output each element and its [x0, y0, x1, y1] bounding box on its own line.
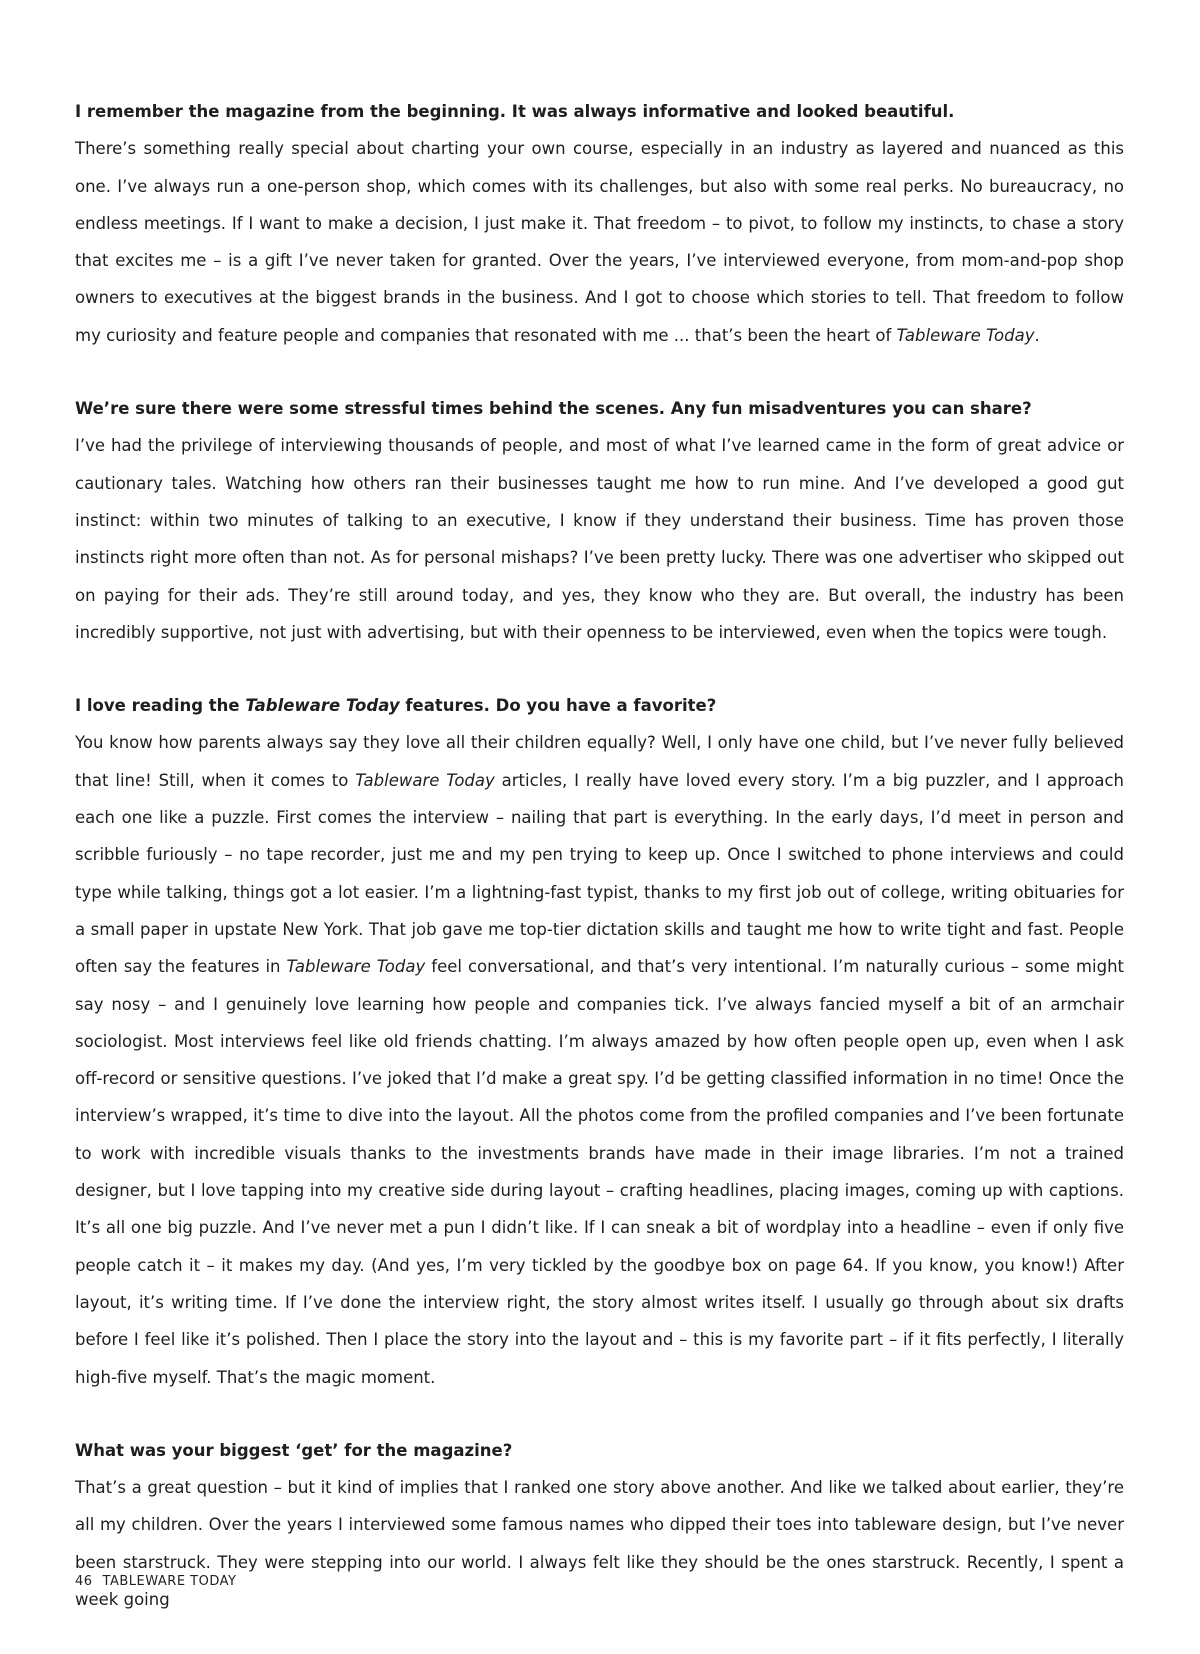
- question-2: We’re sure there were some stressful times behind the scenes. Any fun misadventures you can share?: [75, 399, 1032, 419]
- answer-3-part-1: You know how parents always say they love all their children equally? Well, I only have one child, but I’ve never fully believed that line! Still, when it comes to: [75, 733, 1124, 790]
- answer-3-part-2: articles, I really have loved every story. I’m a big puzzler, and I approach each one like a puzzle. First comes the interview – nailing that part is everything. In the early days, I’d meet in person and scribble furiously – no tape recorder, just me and my pen trying to keep up. Once I switched to phone interviews and could type while talking, things got a lot easier. I’m a lightning-fast typist, thanks to my first job out of college, writing obituaries for a small paper in upstate New York. That job gave me top-tier dictation skills and taught me how to write tight and fast. People often say the features in: [75, 770, 1124, 977]
- question-3-title: Tableware Today: [245, 696, 400, 716]
- publication-name: TABLEWARE TODAY: [102, 1574, 237, 1589]
- article-body: [75, 93, 1124, 1654]
- qa-block-4: [75, 1432, 1124, 1618]
- question-3: [75, 687, 1124, 724]
- answer-1: [75, 130, 1124, 354]
- answer-2: I’ve had the privilege of interviewing thousands of people, and most of what I’ve learned came in the form of great advice or cautionary tales. Watching how others ran their businesses taught me how to run mine. And I’ve developed a good gut instinct: within two minutes of talking to an executive, I know if they understand their business. Time has proven those instincts right more often than not. As for personal mishaps? I’ve been pretty lucky. There was one advertiser who skipped out on paying for their ads. They’re still around today, and yes, they know who they are. But overall, the industry has been incredibly supportive, not just with advertising, but with their openness to be interviewed, even when the topics were tough.: [75, 436, 1124, 642]
- qa-block-1: [75, 93, 1124, 354]
- answer-1-text: There’s something really special about charting your own course, especially in an industry as layered and nuanced as this one. I’ve always run a one-person shop, which comes with its challenges, but also with some real perks. No bureaucracy, no endless meetings. If I want to make a decision, I just make it. That freedom – to pivot, to follow my instincts, to chase a story that excites me – is a gift I’ve never taken for granted. Over the years, I’ve interviewed everyone, from mom-and-pop shop owners to executives at the biggest brands in the business. And I got to choose which stories to tell. That freedom to follow my curiosity and feature people and companies that resonated with me ... that’s been the heart of: [75, 139, 1124, 345]
- qa-block-2: [75, 390, 1124, 651]
- question-3-end: features. Do you have a favorite?: [399, 696, 717, 716]
- question-4: What was your biggest ‘get’ for the magazine?: [75, 1440, 513, 1460]
- answer-3-part-3: feel conversational, and that’s very intentional. I’m naturally curious – some might say nosy – and I genuinely love learning how people and companies tick. I’ve always fancied myself a bit of an armchair sociologist. Most interviews feel like old friends chatting. I’m always amazed by how often people open up, even when I ask off-record or sensitive questions. I’ve joked that I’d make a great spy. I’d be getting classified information in no time! Once the interview’s wrapped, it’s time to dive into the layout. All the photos come from the profiled companies and I’ve been fortunate to work with incredible visuals thanks to the investments brands have made in their image libraries. I’m not a trained designer, but I love tapping into my creative side during layout – crafting headlines, placing images, coming up with captions. It’s all one big puzzle. And I’ve never met a pun I didn’t like. If I can sneak a bit of wordplay into a headline – even if only five people catch it – it makes my day. (And yes, I’m very tickled by the goodbye box on page 64. If you know, you know!) After layout, it’s writing time. If I’ve done the interview right, the story almost writes itself. I usually go through about six drafts before I feel like it’s polished. Then I place the story into the layout and – this is my favorite part – if it fits perfectly, I literally high-five myself. That’s the magic moment.: [75, 957, 1124, 1387]
- answer-4: That’s a great question – but it kind of implies that I ranked one story above another. And like we talked about earlier, they’re all my children. Over the years I interviewed some famous names who dipped their toes into tableware design, but I’ve never been starstruck. They were stepping into our world. I always felt like they should be the ones starstruck. Recently, I spent a week going: [75, 1478, 1124, 1609]
- answer-3-title-2: Tableware Today: [286, 957, 426, 977]
- answer-1-end: .: [1034, 325, 1040, 345]
- answer-3-title-1: Tableware Today: [355, 770, 495, 790]
- page-footer: [75, 1574, 246, 1589]
- question-3-text: I love reading the: [75, 696, 246, 716]
- qa-block-3: [75, 687, 1124, 1396]
- answer-3: [75, 724, 1124, 1395]
- page-number: 46: [75, 1574, 93, 1589]
- answer-1-title: Tableware Today: [896, 325, 1035, 345]
- question-1: I remember the magazine from the beginning. It was always informative and looked beautiful.: [75, 102, 955, 121]
